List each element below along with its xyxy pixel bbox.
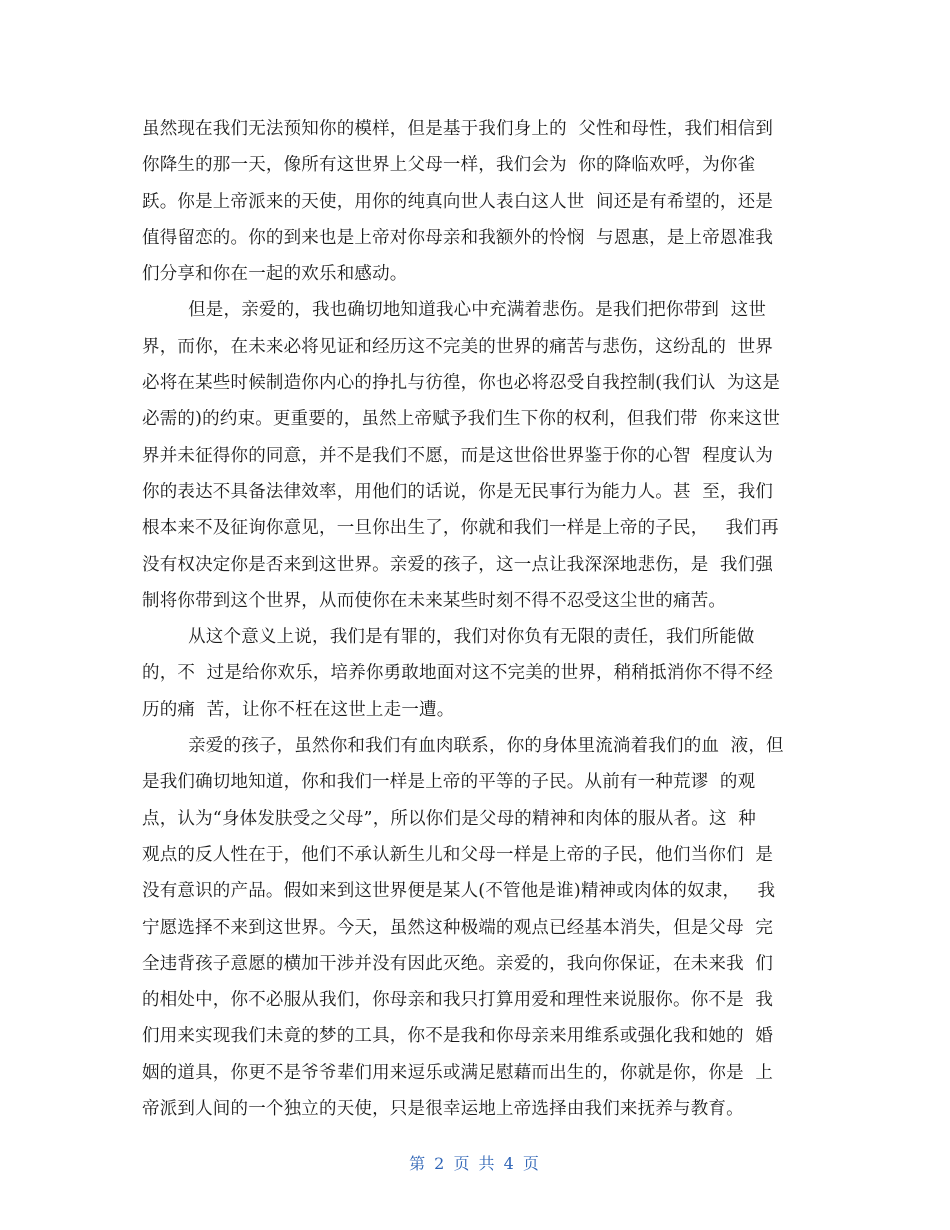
text-line: 跃。你是上帝派来的天使，用你的纯真向世人表白这人世 间还是有希望的，还是 [142, 191, 774, 212]
text-line: 全违背孩子意愿的横加干涉并没有因此灭绝。亲爱的，我向你保证，在未来我 们 [142, 953, 774, 974]
text-line: 是我们确切地知道，你和我们一样是上帝的平等的子民。从前有一种荒谬 的观 [142, 772, 756, 793]
document-body [142, 111, 814, 1127]
text-line: 的相处中，你不必服从我们，你母亲和我只打算用爱和理性来说服你。你不是 我 [142, 990, 774, 1011]
text-line: 必需的)的约束。更重要的，虽然上帝赋予我们生下你的权利，但我们带 你来这世 [142, 409, 781, 430]
text-line: 你的表达不具备法律效率，用他们的话说，你是无民事行为能力人。甚 至，我们 [142, 481, 774, 502]
text-line: 观点的反人性在于，他们不承认新生儿和父母一样是上帝的子民，他们当你们 是 [142, 844, 774, 865]
text-line: 值得留恋的。你的到来也是上帝对你母亲和我额外的怜悯 与恩惠，是上帝恩准我 [142, 227, 774, 248]
text-line: 的，不 过是给你欢乐，培养你勇敢地面对这不完美的世界，稍稍抵消你不得不经 [142, 663, 774, 684]
text-line: 们用来实现我们未竟的梦的工具，你不是我和你母亲来用维系或强化我和她的 婚 [142, 1026, 774, 1047]
text-line: 姻的道具，你更不是爷爷辈们用来逗乐或满足慰藉而出生的，你就是你，你是 上 [142, 1062, 774, 1083]
page-number-footer: 第 2 页 共 4 页 [409, 1154, 541, 1173]
text-line: 制将你带到这个世界，从而使你在未来某些时刻不得不忍受这尘世的痛苦。 [142, 590, 727, 611]
text-line: 宁愿选择不来到这世界。今天，虽然这种极端的观点已经基本消失，但是父母 完 [142, 917, 774, 938]
text-line: 帝派到人间的一个独立的天使，只是很幸运地上帝选择由我们来抚养与教育。 [142, 1099, 744, 1120]
text-line: 你降生的那一天，像所有这世界上父母一样，我们会为 你的降临欢呼，为你雀 [142, 155, 756, 176]
text-line: 虽然现在我们无法预知你的模样，但是基于我们身上的 父性和母性，我们相信到 [142, 119, 774, 139]
text-line: 从这个意义上说，我们是有罪的，我们对你负有无限的责任，我们所能做 [142, 627, 755, 648]
text-line: 亲爱的孩子，虽然你和我们有血肉联系，你的身体里流淌着我们的血 液，但 [142, 736, 784, 757]
text-line: 界并未征得你的同意，并不是我们不愿，而是这世俗世界鉴于你的心智 程度认为 [142, 445, 774, 466]
text-line: 没有意识的产品。假如来到这世界便是某人(不管他是谁)精神或肉体的奴隶， 我 [142, 881, 776, 902]
text-line: 必将在某些时候制造你内心的挣扎与彷徨，你也必将忍受自我控制(我们认 为这是 [142, 373, 781, 394]
text-line: 们分享和你在一起的欢乐和感动。 [142, 264, 408, 285]
text-line: 点，认为“身体发肤受之父母”，所以你们是父母的精神和肉体的服从者。这 种 [142, 808, 756, 829]
text-line: 没有权决定你是否来到这世界。亲爱的孩子，这一点让我深深地悲伤，是 我们强 [142, 554, 774, 575]
text-line: 根本来不及征询你意见，一旦你出生了，你就和我们一样是上帝的子民， 我们再 [142, 518, 779, 539]
text-line: 界，而你，在未来必将见证和经历这不完美的世界的痛苦与悲伤，这纷乱的 世界 [142, 336, 774, 357]
text-line: 历的痛 苦，让你不枉在这世上走一遭。 [142, 699, 455, 720]
text-line: 但是，亲爱的，我也确切地知道我心中充满着悲伤。是我们把你带到 这世 [142, 300, 767, 321]
